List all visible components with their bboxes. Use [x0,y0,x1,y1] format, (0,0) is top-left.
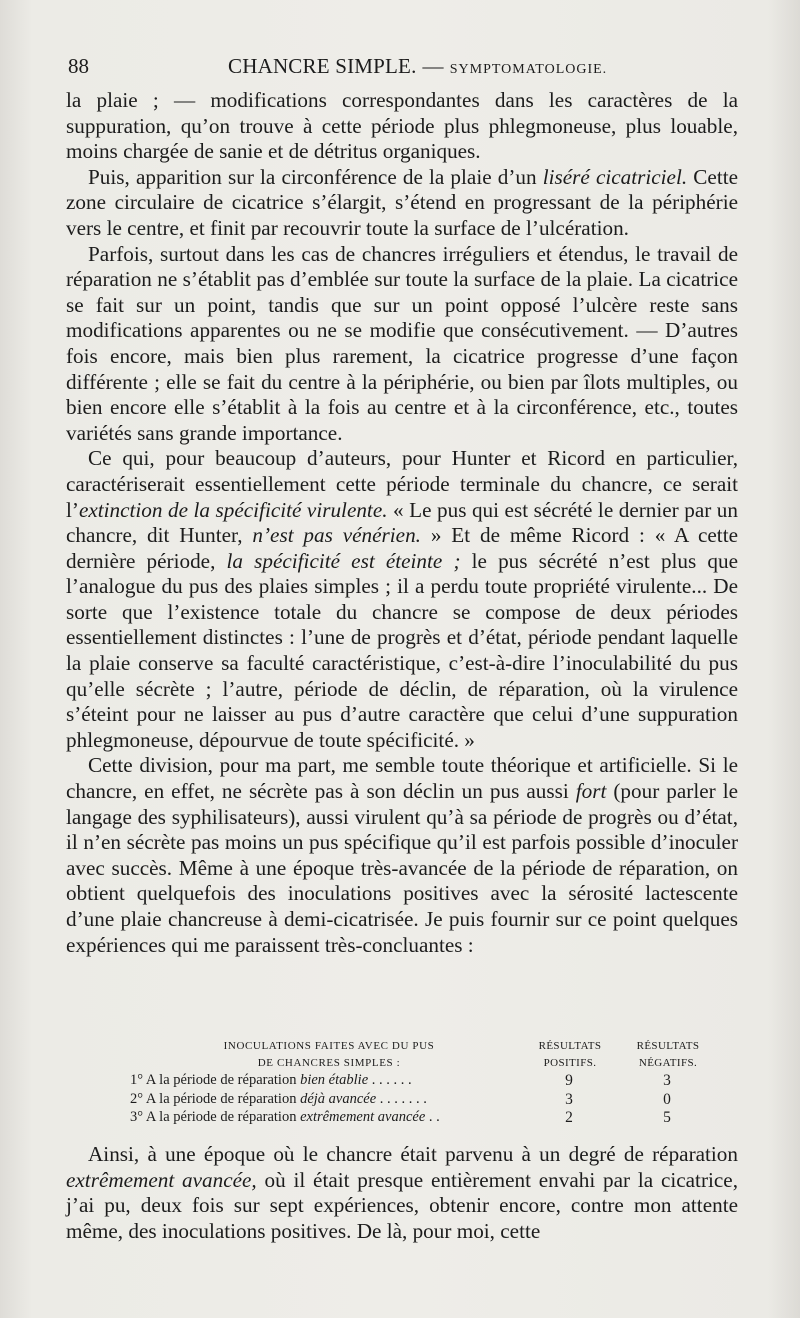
paragraph [66,165,738,242]
page-number: 88 [68,54,89,78]
table-header-line: DE CHANCRES SIMPLES : [257,1057,401,1069]
table-header-line: NÉGATIFS. [638,1057,698,1069]
running-header [66,54,746,84]
row-stage: bien établie [300,1072,369,1088]
table-header [118,1038,718,1072]
emphasis-text: n’est pas vénérien. [252,523,421,548]
table-row [118,1109,718,1128]
paragraph [66,88,738,165]
paragraph [66,242,738,447]
row-prefix: 3° A la période de réparation [130,1109,301,1125]
row-stage: extrêmement avancée [300,1109,426,1125]
row-leader-dots: . . . . . . [371,1072,412,1088]
running-title-main: CHANCRE SIMPLE. [228,54,417,78]
running-title [228,54,607,79]
table-row [118,1091,718,1110]
table-header-line: RÉSULTATS [636,1040,700,1052]
text-run: (pour parler le langage des syphilisateurs), aussi virulent qu’à sa période de progrès ou d’état, il n’en sécrète pas moins un pus spécifique qu’il est parfois possible d’inoculer avec succès. Même à une époque très-avancée de la période de réparation, on obtient quelquefois des inoculations positives avec la sérosité lactescente d’une plaie chancreuse à demi-cicatrisée. Je puis fournir sur ce point quelques expériences qui me paraissent très-concluantes : [66,779,738,957]
text-run: la plaie ; — modifications correspondantes dans les caractères de la suppuration, qu’on trouve à cette période plus phlegmoneuse, plus louable, moins chargée de sanie et de détritus organiques. [66,88,738,164]
table-header-line: INOCULATIONS FAITES AVEC DU PUS [223,1040,435,1052]
text-run: » Et de même Ricord : « A cette dernière période, [66,523,738,573]
table-cell-positive: 2 [565,1109,573,1126]
text-run: où il était presque entièrement envahi par la cicatrice, j’ai pu, deux fois sur sept expériences, obtenir encore, contre mon attente même, des inoculations positives. De là, pour moi, cette [66,1167,738,1243]
emphasis-text: fort [575,779,607,804]
emphasis-text: extrêmement avancée, [66,1167,257,1192]
emphasis-text: liséré cicatriciel. [542,164,688,189]
text-run: le pus sécrété n’est plus que l’analogue du pus des plaies simples ; il a perdu toute propriété virulente... De sorte que l’existence totale du chancre se compose de deux périodes essentiellement distinctes : l’une de progrès et d’état, période pendant laquelle la plaie conserve sa faculté caractéristique, c’est-à-dire l’inoculabilité du pus qu’elle sécrète ; l’autre, période de déclin, de réparation, où la virulence s’éteint pour ne laisser au pus d’autre caractère que celui d’une suppuration phlegmoneuse, dépourvue de toute spécificité. » [66,548,738,752]
body-text [66,88,738,958]
row-leader-dots: . . . . . . . [379,1090,427,1107]
table-row-label [130,1109,440,1126]
table-header-line: RÉSULTATS [538,1040,602,1052]
table-cell-positive: 3 [565,1090,573,1108]
running-title-dash: — [422,54,444,78]
table-row-label [130,1072,412,1089]
text-run: Puis, apparition sur la circonférence de la plaie d’un [88,164,543,189]
text-run: Cette zone circulaire de cicatrice s’élargit, s’étend en progressant de la périphérie vers le centre, et finit par recouvrir toute la surface de l’ulcération. [66,164,738,240]
row-stage: déjà avancée [300,1090,377,1107]
text-run: Ainsi, à une époque où le chancre était parvenu à un degré de réparation [88,1142,738,1166]
text-run: Parfois, surtout dans les cas de chancres irréguliers et étendus, le travail de réparation ne s’établit pas d’emblée sur toute la surface de la plaie. La cicatrice se fait sur un point, tandis que sur un point opposé l’ulcère reste sans modifications apparentes ou ne se modifie que consécutivement. — D’autres fois encore, mais bien plus rarement, la cicatrice progresse d’une façon différente ; elle se fait du centre à la périphérie, ou bien par îlots multiples, ou bien encore elle s’établit à la fois au centre et à la circonférence, etc., toutes variétés sans grande importance. [66,241,738,445]
row-leader-dots: . . [428,1109,440,1125]
paragraph [66,446,738,753]
emphasis-text: extinction de la spécificité virulente. [78,497,388,522]
row-prefix: 2° A la période de réparation [130,1090,301,1107]
paragraph-closing [66,1142,738,1244]
paragraph [66,753,738,958]
text-run: « Le pus qui est sécrété le dernier par un chancre, dit Hunter, [66,497,738,548]
table-cell-positive: 9 [565,1072,573,1089]
body-text-closing [66,1142,738,1244]
inoculation-table [118,1038,718,1128]
table-header-line: POSITIFS. [543,1057,597,1069]
table-cell-negative: 5 [663,1109,671,1126]
table-row [118,1072,718,1091]
table-cell-negative: 0 [663,1090,671,1108]
table-header-positive [530,1038,610,1072]
table-header-procedure [214,1038,444,1072]
text-run: Cette division, pour ma part, me semble toute théorique et artificielle. Si le chancre, en effet, ne sécrète pas à son déclin un pus aussi [66,753,738,804]
table-row-label [130,1091,427,1108]
row-prefix: 1° A la période de réparation [130,1072,301,1088]
emphasis-text: la spécificité est éteinte ; [226,548,461,573]
table-cell-negative: 3 [663,1072,671,1089]
table-header-negative [628,1038,708,1072]
running-title-sub: SYMPTOMATOLOGIE. [449,62,608,77]
text-run: Ce qui, pour beaucoup d’auteurs, pour Hunter et Ricord en particulier, caractériserait essentiellement cette période terminale du chancre, ce serait l’ [66,446,738,522]
